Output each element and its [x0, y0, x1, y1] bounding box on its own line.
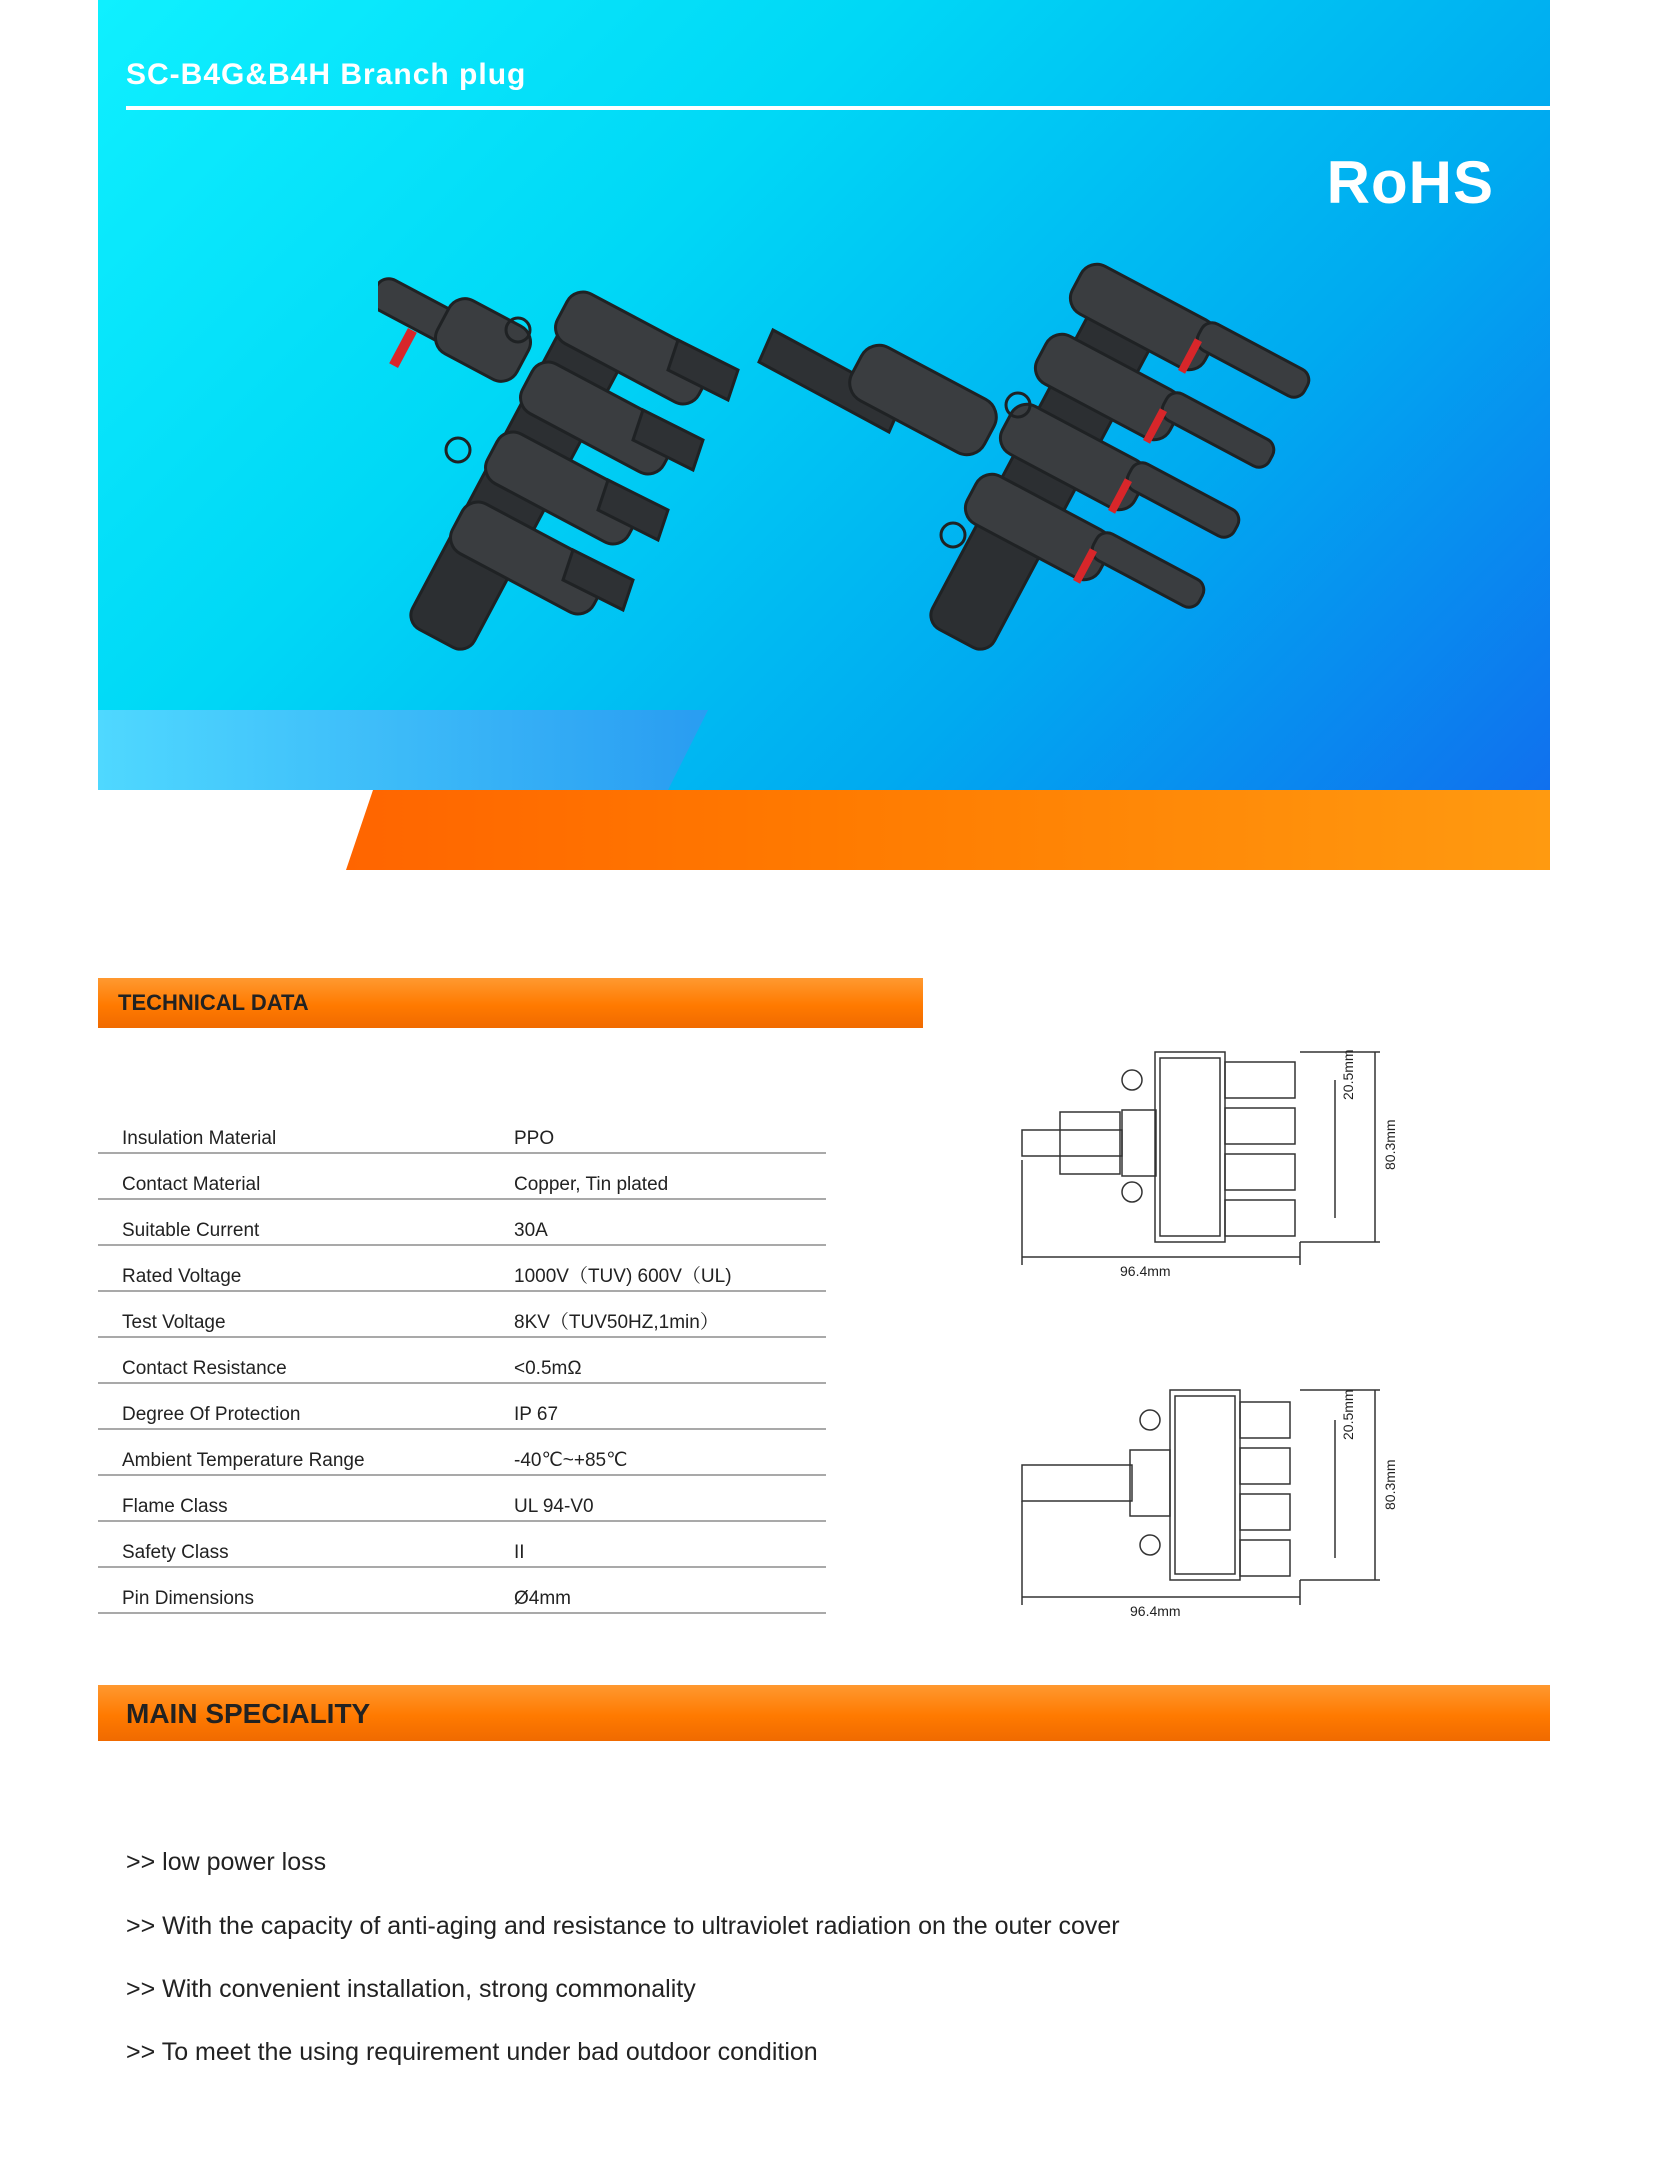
rohs-badge: RoHS — [1326, 149, 1494, 216]
spec-value: UL 94-V0 — [514, 1496, 594, 1517]
technical-data-heading: TECHNICAL DATA — [118, 990, 309, 1015]
dimension-drawings — [1010, 1040, 1410, 1680]
spec-label: Pin Dimensions — [122, 1588, 254, 1609]
branch-plug-right-image — [759, 258, 1313, 655]
table-row — [98, 1246, 826, 1292]
top-pitch-dimension: 20.5mm — [1340, 1049, 1356, 1100]
bottom-height-dimension: 80.3mm — [1382, 1459, 1398, 1510]
spec-value: II — [514, 1542, 525, 1563]
spec-label: Flame Class — [122, 1496, 228, 1517]
top-width-dimension: 96.4mm — [1120, 1263, 1171, 1279]
spec-value: <0.5mΩ — [514, 1358, 582, 1379]
table-row — [98, 1384, 826, 1430]
spec-value: -40℃~+85℃ — [514, 1450, 628, 1471]
branch-plug-left-image — [378, 274, 738, 655]
orange-accent-band — [98, 790, 1550, 870]
list-item: >> low power loss — [126, 1848, 327, 1876]
bottom-width-dimension: 96.4mm — [1130, 1603, 1181, 1619]
bottom-pitch-dimension: 20.5mm — [1340, 1389, 1356, 1440]
table-row — [98, 1200, 826, 1246]
list-item: >> With the capacity of anti-aging and resistance to ultraviolet radiation on the outer cover — [126, 1912, 1120, 1940]
main-speciality-heading: MAIN SPECIALITY — [126, 1698, 371, 1729]
spec-value: PPO — [514, 1128, 555, 1149]
list-item: >> To meet the using requirement under bad outdoor condition — [126, 2038, 818, 2066]
table-row — [98, 1338, 826, 1384]
list-item: >> With convenient installation, strong commonality — [126, 1975, 696, 2003]
spec-value: 8KV（TUV50HZ,1min） — [514, 1312, 719, 1333]
table-row — [98, 1430, 826, 1476]
title-underline — [126, 106, 1550, 110]
spec-label: Insulation Material — [122, 1128, 277, 1149]
table-row — [98, 1292, 826, 1338]
spec-label: Ambient Temperature Range — [122, 1450, 365, 1471]
spec-label: Degree Of Protection — [122, 1404, 301, 1425]
spec-label: Contact Resistance — [122, 1358, 287, 1379]
top-height-dimension: 80.3mm — [1382, 1119, 1398, 1170]
spec-value: 1000V（TUV) 600V（UL) — [514, 1266, 732, 1287]
spec-label: Safety Class — [122, 1542, 229, 1563]
table-row — [98, 1568, 826, 1614]
spec-value: Copper, Tin plated — [514, 1174, 669, 1195]
spec-label: Contact Material — [122, 1174, 261, 1195]
table-row — [98, 1154, 826, 1200]
hero-banner — [98, 0, 1550, 870]
product-photo — [378, 250, 1528, 710]
table-row — [98, 1476, 826, 1522]
drawing-bottom — [1022, 1390, 1380, 1605]
technical-data-table — [98, 1108, 826, 1614]
spec-value: Ø4mm — [514, 1588, 571, 1609]
table-row — [98, 1522, 826, 1568]
spec-label: Suitable Current — [122, 1220, 260, 1241]
spec-value: IP 67 — [514, 1404, 559, 1425]
table-row — [98, 1108, 826, 1154]
spec-label: Test Voltage — [122, 1312, 226, 1333]
product-title: SC-B4G&B4H Branch plug — [126, 58, 527, 91]
spec-value: 30A — [514, 1220, 548, 1241]
spec-label: Rated Voltage — [122, 1266, 242, 1287]
drawing-top — [1022, 1052, 1380, 1265]
